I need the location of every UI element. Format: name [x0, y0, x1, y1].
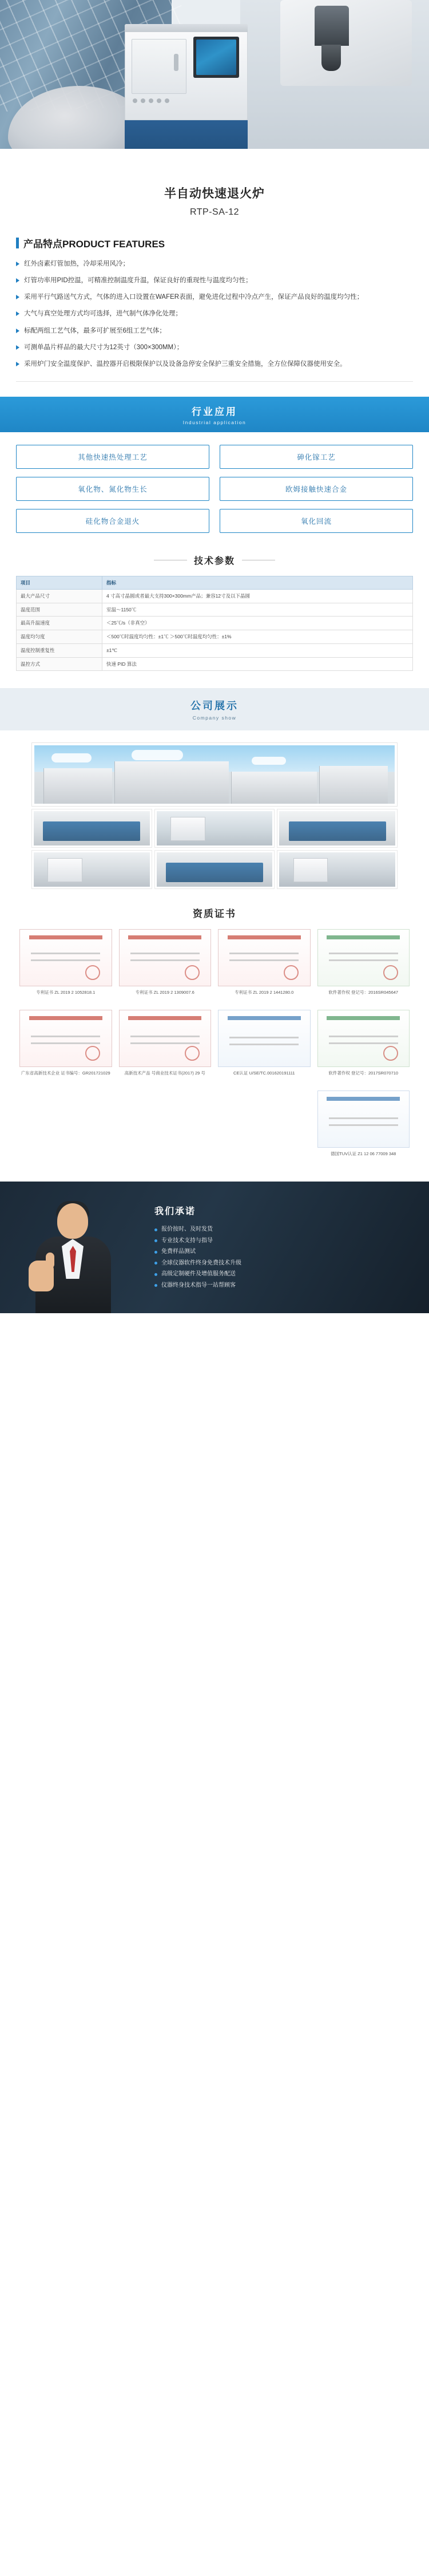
photo-detail [43, 821, 140, 841]
cert-header-band [327, 1097, 400, 1101]
cell-label: 温控方式 [17, 657, 102, 671]
spec-title: 技术参数 [193, 556, 235, 566]
photo-detail [170, 817, 205, 841]
cert-line [229, 959, 299, 961]
workshop-photo-2 [32, 851, 152, 888]
certificate-item[interactable] [119, 1010, 212, 1085]
lab-equipment-photo [155, 809, 275, 847]
industry-subtitle: Industrial application [182, 419, 247, 425]
software-copyright-1-image [317, 929, 410, 986]
cert-seal-icon [85, 1046, 100, 1061]
triangle-bullet-icon [16, 329, 19, 333]
feature-text: 标配两组工艺气体，最多可扩展至6组工艺气体； [24, 327, 166, 334]
table-row [17, 657, 413, 671]
spec-section [0, 554, 429, 671]
cert-line [229, 1037, 299, 1038]
thumbs-up-icon [29, 1261, 54, 1291]
machine-top [125, 24, 248, 32]
triangle-bullet-icon [16, 345, 19, 350]
certificate-item[interactable] [317, 929, 410, 1004]
industry-item-3[interactable]: 欧姆接触快速合金 [220, 477, 413, 501]
person-head [57, 1203, 88, 1239]
feature-text: 可测单晶片样品的最大尺寸为12英寸（300×300MM）； [24, 343, 184, 351]
feature-text: 红外卤素灯管加热，冷却采用风冷； [24, 260, 129, 267]
cert-header-band [29, 935, 102, 939]
company-title: 公司展示 [190, 700, 239, 712]
cell-value: ＜25℃/s（非真空） [102, 617, 413, 630]
accent-bar-icon [16, 238, 19, 248]
features-heading-text: 产品特点PRODUCT FEATURES [23, 239, 165, 250]
cert-seal-icon [185, 1046, 200, 1061]
cert-header-band [128, 935, 201, 939]
cert-line [229, 953, 299, 954]
dot-icon [154, 1284, 157, 1287]
cloud-shape [51, 753, 92, 762]
certificate-caption: 软件著作权 登记号：2017SR070710 [328, 1070, 399, 1076]
certificate-caption: 专利证书 ZL 2019 2 1309007.6 [135, 990, 194, 995]
triangle-bullet-icon [16, 262, 19, 266]
cert-line [130, 1036, 200, 1037]
cell-label: 温度均匀度 [17, 630, 102, 644]
machine-screen [196, 39, 236, 75]
high-tech-enterprise-image [19, 1010, 112, 1067]
cert-line [31, 1042, 100, 1044]
company-photos [0, 730, 429, 888]
microscope-icon [280, 0, 412, 86]
cell-label: 温度范围 [17, 603, 102, 617]
feature-text: 采用平行气路送气方式，气体的进入口设置在WAFER表面，避免进化过程中冷点产生，保证产品良好的温度均匀性； [24, 294, 364, 301]
table-row [17, 617, 413, 630]
cert-seal-icon [85, 965, 100, 980]
cert-line [31, 1036, 100, 1037]
spec-heading [16, 554, 413, 567]
cert-line [130, 1042, 200, 1044]
company-photo-row-2 [32, 851, 397, 888]
cloud-shape [132, 750, 183, 760]
company-banner [0, 688, 429, 730]
triangle-bullet-icon [16, 295, 19, 299]
list-item [154, 1269, 241, 1280]
cert-header-band [29, 1016, 102, 1020]
list-item [16, 275, 413, 286]
photo-detail [47, 858, 82, 882]
salesperson-photo [17, 1199, 137, 1313]
certificate-item[interactable] [218, 929, 311, 1004]
production-line-photo [155, 851, 275, 888]
certificate-item[interactable] [317, 1010, 410, 1085]
cert-line [31, 953, 100, 954]
table-row [17, 603, 413, 617]
promise-title: 我们承诺 [154, 1207, 196, 1217]
ce-certificate-image [218, 1010, 311, 1067]
cell-label: 温度控制重复性 [17, 643, 102, 657]
office-interior-photo [32, 809, 152, 847]
cert-seal-icon [383, 965, 398, 980]
tuv-certificate-image [317, 1091, 410, 1148]
triangle-bullet-icon [16, 362, 19, 366]
machine-buttons [133, 98, 169, 103]
triangle-bullet-icon [16, 311, 19, 316]
software-copyright-2-image [317, 1010, 410, 1067]
building-block [319, 766, 388, 804]
certificate-caption: 专利证书 ZL 2019 2 1052818.1 [36, 990, 96, 995]
product-title-block [0, 172, 429, 221]
certificate-item[interactable] [119, 929, 212, 1004]
dot-icon [154, 1251, 157, 1254]
industry-item-2[interactable]: 氧化物、氮化物生长 [16, 477, 209, 501]
company-subtitle: Company show [192, 715, 237, 721]
triangle-bullet-icon [16, 278, 19, 283]
cert-line [229, 1044, 299, 1045]
list-item [16, 258, 413, 270]
assembly-area-photo [277, 851, 397, 888]
certificate-caption: 德国TUV认证 Z1 12 06 77009 348 [331, 1151, 396, 1157]
list-item [154, 1258, 241, 1269]
certificates-grid [0, 929, 429, 1165]
feature-text: 灯管功率用PID控温，可精准控制温度升温，保证良好的重现性与温度均匀性； [24, 277, 252, 285]
promise-list [154, 1224, 241, 1291]
cert-header-band [327, 935, 400, 939]
dot-icon [154, 1262, 157, 1265]
product-model: RTP-SA-12 [189, 207, 239, 217]
certificate-item[interactable] [19, 929, 112, 1004]
table-row [17, 630, 413, 644]
workshop-photo-1 [277, 809, 397, 847]
divider [16, 381, 413, 382]
building-block [231, 772, 317, 804]
table-row [17, 589, 413, 603]
certificate-caption: 广东省高新技术企业 证书编号：GR201721029 [21, 1070, 110, 1076]
features-list [16, 258, 413, 370]
promise-text: 报价按时、及时发货 [161, 1226, 213, 1233]
photo-detail [166, 863, 263, 882]
cloud-shape [252, 757, 286, 765]
certificate-caption: 专利证书 ZL 2019 2 1441280.0 [235, 990, 294, 995]
dot-icon [154, 1228, 157, 1231]
certificate-item[interactable] [218, 1010, 311, 1085]
cert-line [329, 959, 398, 961]
cert-seal-icon [383, 1046, 398, 1061]
cell-value: 4 寸高寸晶圆或者最大支持300×300mm产品；兼容12寸及以下晶圆 [102, 589, 413, 603]
machine-control-panel [193, 37, 239, 78]
cert-header-band [128, 1016, 201, 1020]
cert-line [329, 1036, 398, 1037]
cell-value: ±1℃ [102, 643, 413, 657]
microscope-photo [240, 0, 429, 172]
list-item [154, 1280, 241, 1291]
cert-header-band [327, 1016, 400, 1020]
certificate-caption: 高新技术产品 号商业技术证书(2017) 29 号 [124, 1070, 205, 1076]
promise-text: 免费样品测试 [161, 1249, 196, 1255]
promise-text: 全球仪器软件终身免费技术升级 [161, 1259, 241, 1266]
cell-label: 最大产品尺寸 [17, 589, 102, 603]
building-block [43, 768, 112, 804]
cert-line [329, 953, 398, 954]
cert-line [329, 1117, 398, 1119]
table-row [17, 643, 413, 657]
furnace-machine-image [114, 24, 257, 167]
certificate-caption: 软件著作权 登记号：2016SR045647 [328, 990, 399, 995]
certificate-caption: CE认证 U/SE/TC.001620191111 [233, 1070, 295, 1076]
hero-banner [0, 0, 429, 172]
patent-certificate-1-image [19, 929, 112, 986]
feature-text: 大气与真空处理方式均可选择，进气制气体净化处理； [24, 310, 182, 318]
list-item [154, 1246, 241, 1258]
list-item [16, 325, 413, 337]
cert-line [130, 959, 200, 961]
cell-label: 最高升温速度 [17, 617, 102, 630]
industry-banner [0, 397, 429, 432]
list-item [154, 1224, 241, 1235]
cert-line [130, 953, 200, 954]
industry-grid [0, 432, 429, 536]
feature-text: 采用炉门安全温度保护、温控器开启极限保护以及设备急停安全保护三重安全措施，全方位保障仪器使用安全。 [24, 360, 347, 368]
promise-text: 仪器终身技术指导一站帮顾客 [161, 1282, 236, 1289]
list-item [16, 342, 413, 353]
hero-bottom-fade [0, 149, 429, 172]
cell-value: ＜500℃时温度均匀性：±1℃ ＞500℃时温度均匀性：±1% [102, 630, 413, 644]
cert-seal-icon [185, 965, 200, 980]
features-heading [16, 236, 413, 250]
company-photo-row-1 [32, 809, 397, 847]
cert-line [329, 1042, 398, 1044]
industry-title: 行业应用 [192, 406, 237, 417]
photo-detail [293, 858, 328, 882]
cert-line [329, 1124, 398, 1126]
list-item [16, 291, 413, 303]
promise-text: 高级定制硬件及增值服务配送 [161, 1271, 236, 1278]
industry-item-0[interactable]: 其他快速热处理工艺 [16, 445, 209, 469]
promise-text: 专业技术支持与指导 [161, 1237, 213, 1244]
certificates-title: 资质证书 [193, 908, 236, 920]
certificate-item[interactable] [317, 1091, 410, 1165]
list-item [154, 1235, 241, 1247]
promise-content [154, 1204, 241, 1291]
list-item [16, 308, 413, 319]
list-item [16, 358, 413, 370]
cell-value: 快速 PID 算法 [102, 657, 413, 671]
cert-seal-icon [284, 965, 299, 980]
machine-handle [174, 54, 178, 71]
industry-item-4[interactable]: 硅化物合金退火 [16, 509, 209, 533]
page-title: 半自动快速退火炉 [164, 187, 265, 200]
cert-header-band [228, 1016, 301, 1020]
dot-icon [154, 1273, 157, 1276]
promise-section [0, 1182, 429, 1313]
table-header-row [17, 576, 413, 589]
patent-certificate-2-image [119, 929, 212, 986]
col-header-item: 项目 [17, 576, 102, 589]
spec-table [16, 576, 413, 671]
photo-detail [289, 821, 386, 841]
cell-value: 室温～1150℃ [102, 603, 413, 617]
cert-header-band [228, 935, 301, 939]
dot-icon [154, 1239, 157, 1242]
certificate-item[interactable] [19, 1010, 112, 1085]
features-section [0, 236, 429, 382]
company-building-photo [32, 743, 397, 806]
high-tech-certificate-image [119, 1010, 212, 1067]
cert-line [31, 959, 100, 961]
col-header-value: 指标 [102, 576, 413, 589]
patent-certificate-3-image [218, 929, 311, 986]
industry-item-1[interactable]: 砷化镓工艺 [220, 445, 413, 469]
building-block [114, 761, 229, 804]
industry-item-5[interactable]: 氧化回流 [220, 509, 413, 533]
